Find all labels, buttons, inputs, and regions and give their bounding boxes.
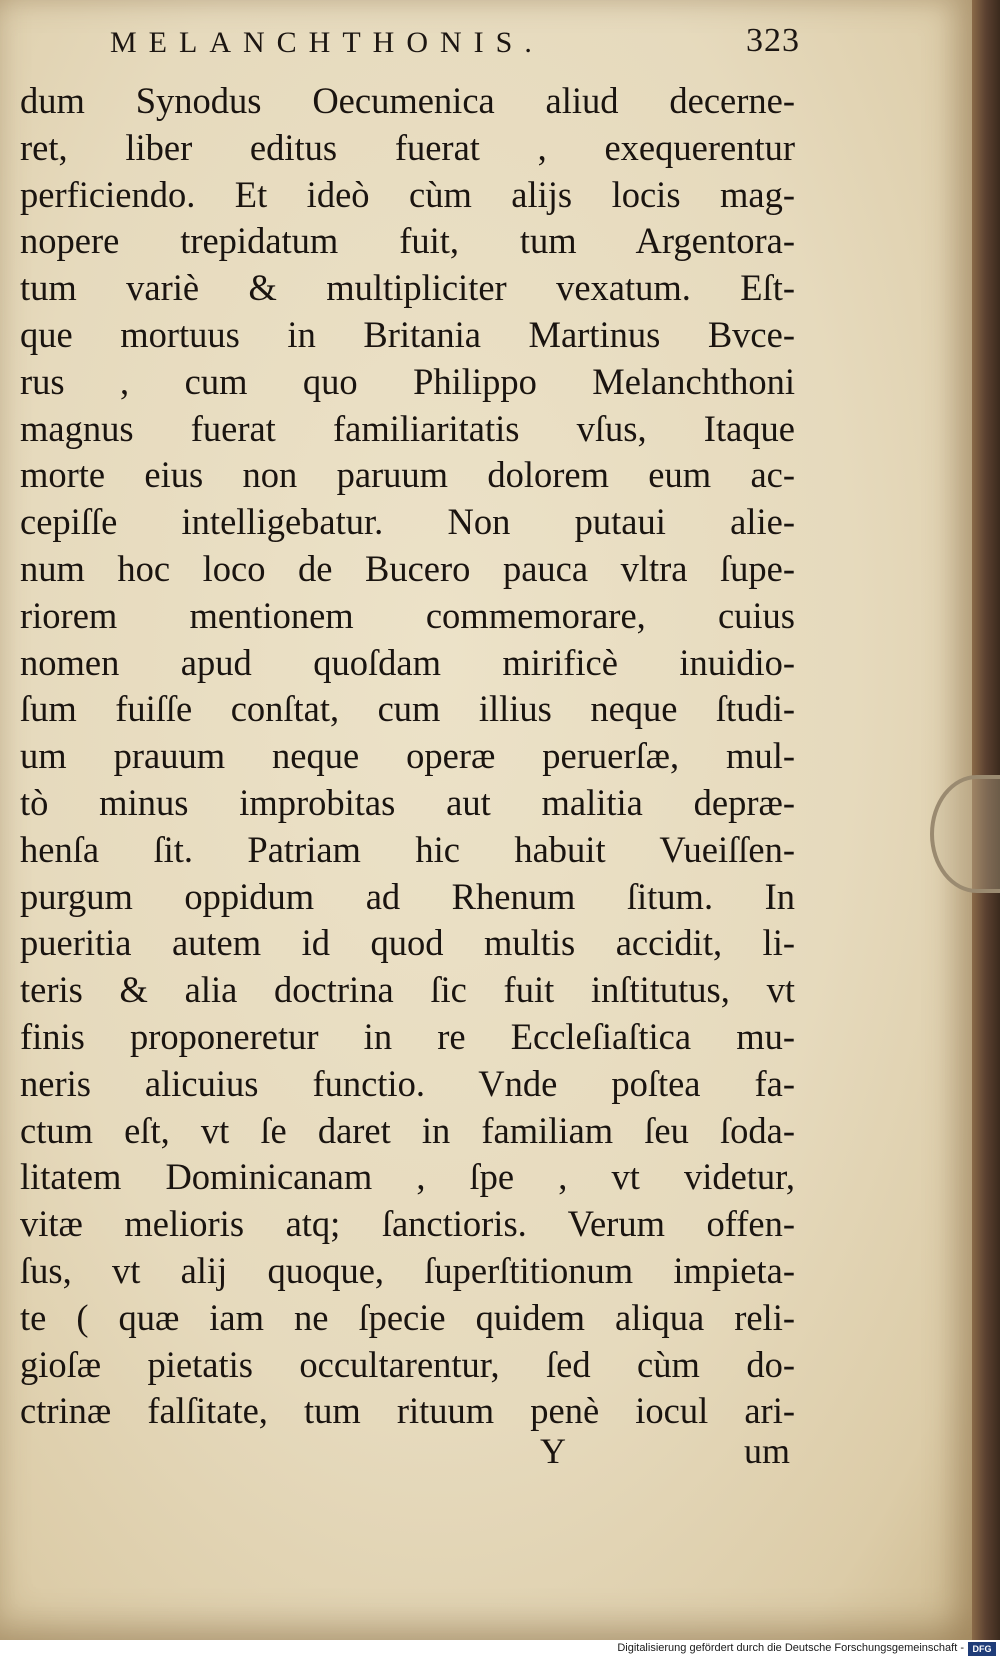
dfg-logo-icon: DFG <box>968 1642 996 1656</box>
text-line: rus , cum quo Philippo Melanchthoni <box>20 360 795 402</box>
signature-mark: Y <box>540 1431 566 1471</box>
text-line: ctrinæ falſitate, tum rituum penè iocul ari- <box>20 1390 795 1432</box>
digitization-footer <box>0 1640 1000 1659</box>
text-line: tò minus improbitas aut malitia depræ- <box>20 781 795 823</box>
text-line: ctum eſt, vt ſe daret in familiam ſeu ſoda- <box>20 1109 795 1151</box>
text-line: neris alicuius functio. Vnde poſtea fa- <box>20 1062 795 1104</box>
text-line: cepiſſe intelligebatur. Non putaui alie- <box>20 501 795 543</box>
body-text <box>20 78 795 1435</box>
text-line: riorem mentionem commemorare, cuius <box>20 594 795 636</box>
text-line: henſa ſit. Patriam hic habuit Vueiſſen- <box>20 828 795 870</box>
text-line: tum variè & multipliciter vexatum. Eſt- <box>20 267 795 309</box>
catchword-line <box>520 1430 790 1480</box>
text-line: pueritia autem id quod multis accidit, li- <box>20 922 795 964</box>
text-line: num hoc loco de Bucero pauca vltra ſupe- <box>20 547 795 589</box>
text-line: ſus, vt alij quoque, ſuperſtitionum impieta- <box>20 1249 795 1291</box>
text-line: ſum fuiſſe conſtat, cum illius neque ſtudi- <box>20 688 795 730</box>
text-line: que mortuus in Britania Martinus Bvce- <box>20 313 795 355</box>
text-line: nomen apud quoſdam mirificè inuidio- <box>20 641 795 683</box>
text-line: litatem Dominicanam , ſpe , vt videtur, <box>20 1156 795 1198</box>
footer-credit: Digitalisierung gefördert durch die Deutsche Forschungsgemeinschaft - <box>617 1642 964 1654</box>
text-line: gioſæ pietatis occultarentur, ſed cùm do- <box>20 1343 795 1385</box>
text-line: teris & alia doctrina ſic fuit inſtitutus, vt <box>20 969 795 1011</box>
page-number: 323 <box>746 22 800 59</box>
text-line: nopere trepidatum fuit, tum Argentora- <box>20 220 795 262</box>
text-line: morte eius non paruum dolorem eum ac- <box>20 454 795 496</box>
catchword: um <box>743 1431 790 1471</box>
running-title: MELANCHTHONIS. <box>110 26 544 59</box>
text-line: magnus fuerat familiaritatis vſus, Itaque <box>20 407 795 449</box>
text-line: dum Synodus Oecumenica aliud decerne- <box>20 80 795 121</box>
running-head <box>110 22 800 72</box>
text-line: te ( quæ iam ne ſpecie quidem aliqua reli- <box>20 1296 795 1338</box>
text-line: ret, liber editus fuerat , exequerentur <box>20 126 795 168</box>
text-line: vitæ melioris atq; ſanctioris. Verum offen- <box>20 1203 795 1245</box>
text-line: finis proponeretur in re Eccleſiaſtica mu- <box>20 1015 795 1057</box>
text-line: perficiendo. Et ideò cùm alijs locis mag- <box>20 173 795 215</box>
text-line: um prauum neque operæ peruerſæ, mul- <box>20 735 795 777</box>
text-line: purgum oppidum ad Rhenum ſitum. In <box>20 875 795 917</box>
